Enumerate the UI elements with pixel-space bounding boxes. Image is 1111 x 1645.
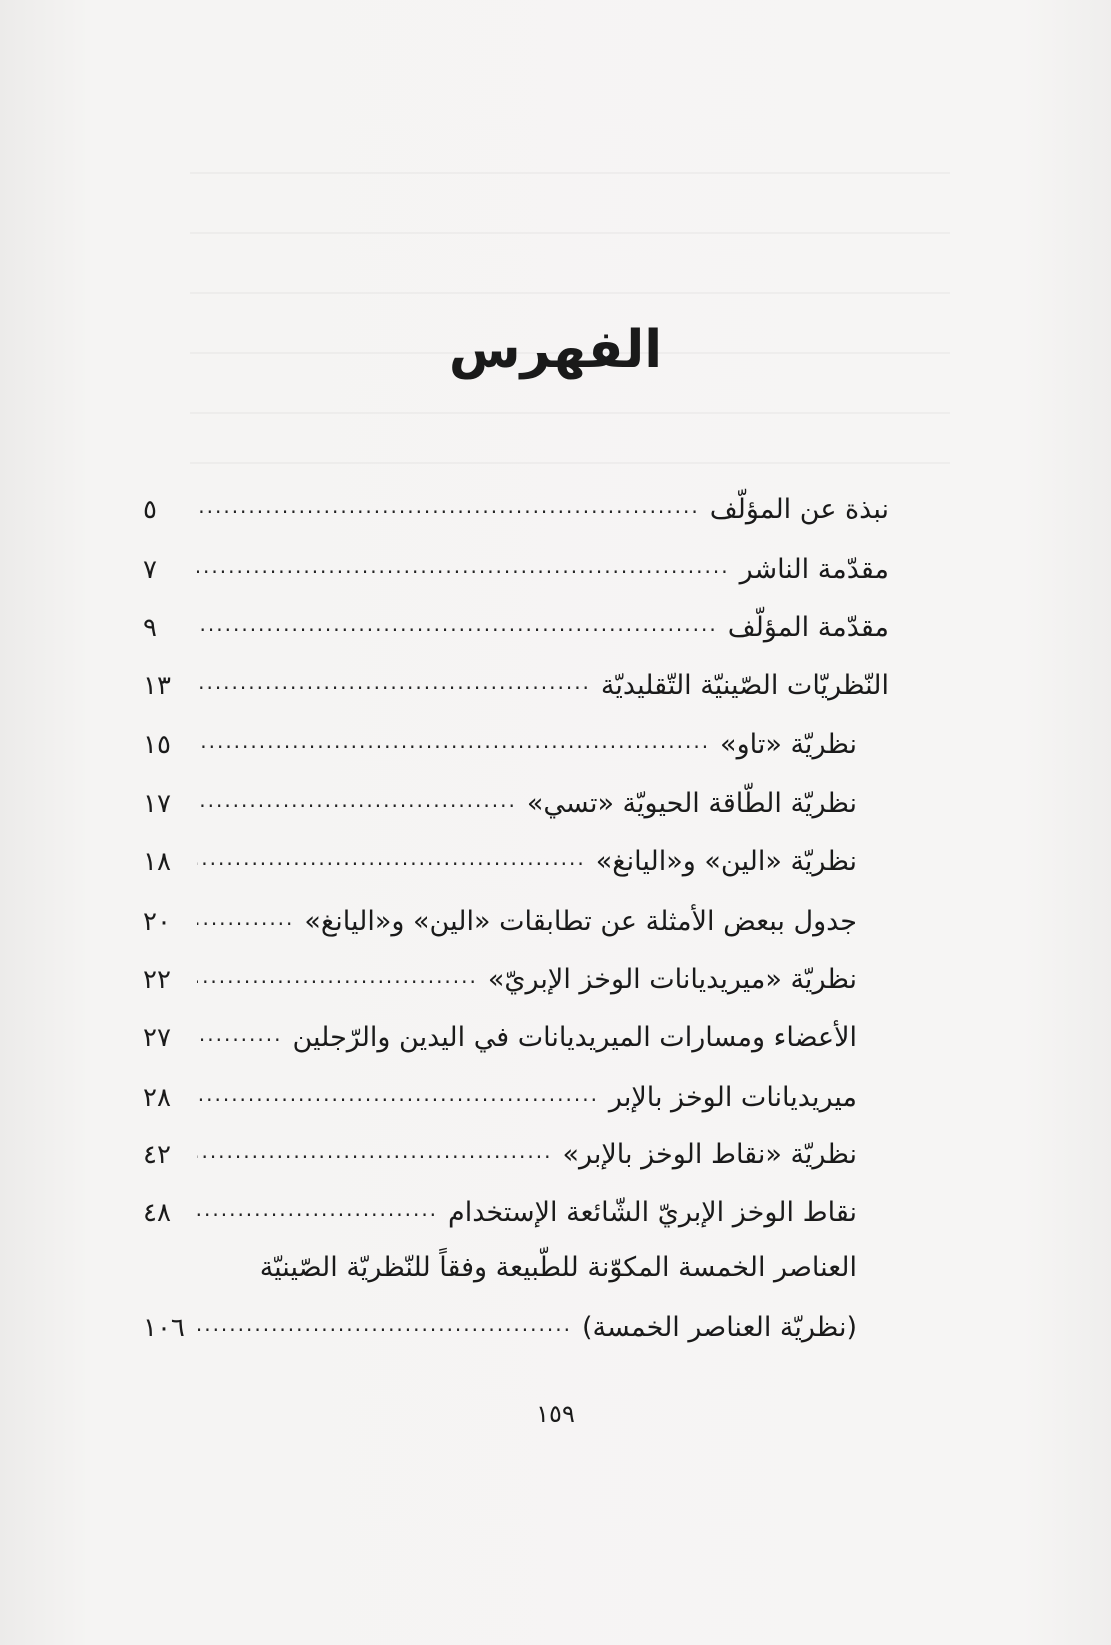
bleed-through-line bbox=[190, 462, 950, 464]
dot-leader bbox=[197, 844, 586, 870]
toc-entry-page: ١٧ bbox=[143, 789, 171, 819]
page-title: الفهرس bbox=[448, 320, 663, 380]
toc-entry-label: نظريّة الطّاقة الحيويّة «تسي» bbox=[526, 788, 857, 819]
toc-entry-label: ميريديانات الوخز بالإبر bbox=[608, 1082, 857, 1113]
bleed-through-line bbox=[190, 292, 950, 294]
toc-entry-page: ٥ bbox=[143, 495, 157, 525]
toc-entry-page: ١٥ bbox=[143, 730, 171, 760]
dot-leader bbox=[197, 492, 700, 518]
toc-entry-label: نبذة عن المؤلّف bbox=[709, 494, 889, 525]
bleed-through-line bbox=[190, 172, 950, 174]
toc-entry bbox=[143, 844, 857, 877]
toc-entry-page: ٢٠ bbox=[143, 907, 171, 937]
bleed-through-line bbox=[190, 232, 950, 234]
toc-entry bbox=[143, 668, 889, 701]
dot-leader bbox=[197, 1195, 438, 1221]
toc-entry-label: جدول ببعض الأمثلة عن تطابقات «الين» و«اليانغ» bbox=[304, 906, 857, 937]
toc-entry bbox=[143, 1020, 857, 1053]
toc-entry bbox=[143, 1080, 857, 1113]
toc-entry-page: ٤٨ bbox=[143, 1198, 171, 1228]
toc-entry-label: نظريّة «الين» و«اليانغ» bbox=[595, 846, 857, 877]
toc-entry-page: ١٣ bbox=[143, 671, 171, 701]
toc-entry-page: ١٠٦ bbox=[143, 1313, 185, 1343]
toc-entry-label-line1: العناصر الخمسة المكوّنة للطّبيعة وفقاً للنّظريّة الصّينيّة bbox=[259, 1252, 857, 1283]
toc-entry-label-line2: (نظريّة العناصر الخمسة) bbox=[581, 1312, 857, 1343]
toc-entry bbox=[143, 610, 889, 643]
toc-entry bbox=[143, 727, 857, 760]
toc-entry-label: نقاط الوخز الإبريّ الشّائعة الإستخدام bbox=[448, 1197, 857, 1228]
toc-entry-label: الأعضاء ومسارات الميريديانات في اليدين والرّجلين bbox=[292, 1022, 857, 1053]
dot-leader bbox=[197, 904, 294, 930]
toc-entry-page: ٢٨ bbox=[143, 1083, 171, 1113]
bleed-through-line bbox=[190, 412, 950, 414]
dot-leader bbox=[197, 552, 730, 578]
toc-entry-page: ٩ bbox=[143, 613, 157, 643]
dot-leader bbox=[197, 786, 517, 812]
toc-entry bbox=[143, 904, 857, 937]
toc-entry bbox=[143, 786, 857, 819]
toc-entry bbox=[143, 492, 889, 525]
dot-leader bbox=[197, 727, 710, 753]
toc-entry bbox=[143, 1195, 857, 1228]
toc-entry-page: ١٨ bbox=[143, 847, 171, 877]
toc-entry-label: مقدّمة المؤلّف bbox=[727, 612, 889, 643]
dot-leader bbox=[197, 1310, 572, 1336]
toc-entry bbox=[143, 962, 857, 995]
toc-entry-label: نظريّة «ميريديانات الوخز الإبريّ» bbox=[487, 964, 857, 995]
toc-entry bbox=[143, 552, 889, 585]
dot-leader bbox=[197, 610, 718, 636]
page-number: ١٥٩ bbox=[536, 1400, 575, 1428]
toc-entry-page: ٢٧ bbox=[143, 1023, 171, 1053]
toc-entry-page: ٧ bbox=[143, 555, 157, 585]
toc-entry-page: ٢٢ bbox=[143, 965, 171, 995]
dot-leader bbox=[197, 668, 591, 694]
toc-entry bbox=[143, 1137, 857, 1170]
toc-entry-label: مقدّمة الناشر bbox=[739, 554, 889, 585]
toc-entry-label: النّظريّات الصّينيّة التّقليديّة bbox=[600, 670, 889, 701]
dot-leader bbox=[197, 1137, 552, 1163]
toc-entry-label: نظريّة «تاو» bbox=[720, 729, 857, 760]
toc-entry-page: ٤٢ bbox=[143, 1140, 171, 1170]
dot-leader bbox=[197, 1020, 282, 1046]
dot-leader bbox=[197, 962, 478, 988]
toc-entry bbox=[143, 1310, 857, 1343]
toc-entry-label: نظريّة «نقاط الوخز بالإبر» bbox=[562, 1139, 857, 1170]
dot-leader bbox=[197, 1080, 599, 1106]
